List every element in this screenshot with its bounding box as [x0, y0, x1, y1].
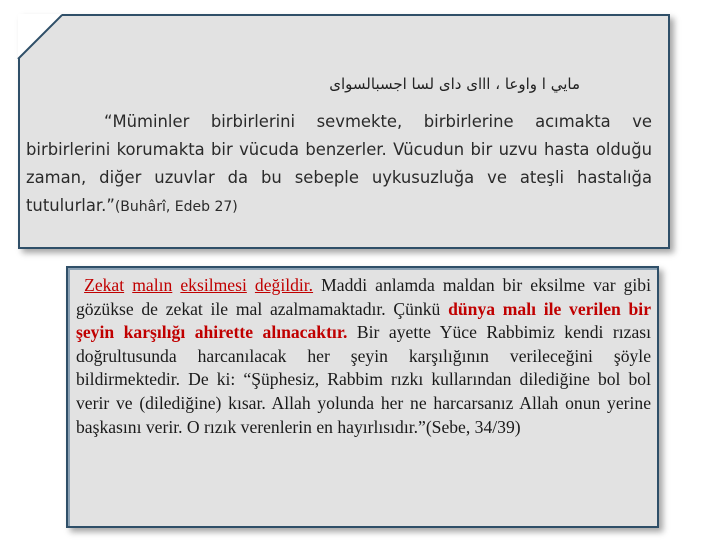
heading-word: değildir. — [254, 275, 314, 295]
hadith-quote-text: “Müminler birbirlerini sevmekte, birbirlerine acımakta ve birbirlerini korumakta bir vücuda benzerler. Vücudun bir uzvu hasta olduğu zaman, diğer uzuvlar da bu sebeple uykusuzluğa ve ateşli hastalığa tutulurlar.” — [26, 112, 652, 215]
zakat-paragraph — [76, 274, 651, 439]
heading-word: Zekat — [84, 275, 125, 295]
zakat-highlight: dünya malı ile verilen bir şeyin karşılığı ahirette alınacaktır. — [76, 298, 652, 343]
zakat-card — [66, 266, 659, 528]
hadith-quote — [26, 108, 652, 221]
heading-word: malın — [132, 275, 173, 295]
zakat-sentence-2: Bir ayette Yüce Rabbimiz kendi rızası doğrultusunda harcanılacak her şeyin karşılığının verileceğini şöyle bildirmektedir. De ki: “Şüphesiz, Rabbim rızkı kullarından dilediğine bol bol verir ve (dilediğine) kısar. Allah yolunda her ne harcarsanız Allah onun yerine başkasını verir. O rızık verenlerin en hayırlısıdır.”(Sebe, 34/39) — [76, 322, 651, 437]
arabic-text: مايي ا واوعا ، اااى داى ﻟﺴﺎ اجسبالسوای — [329, 75, 580, 93]
heading-word: eksilmesi — [180, 275, 247, 295]
zakat-sentence-1: Maddi anlamda maldan bir eksilme var gibi gözükse de zekat ile mal azalmamaktadır. Çünkü — [76, 275, 651, 319]
hadith-card — [18, 14, 670, 249]
hadith-source: (Buhârî, Edeb 27) — [114, 199, 238, 215]
